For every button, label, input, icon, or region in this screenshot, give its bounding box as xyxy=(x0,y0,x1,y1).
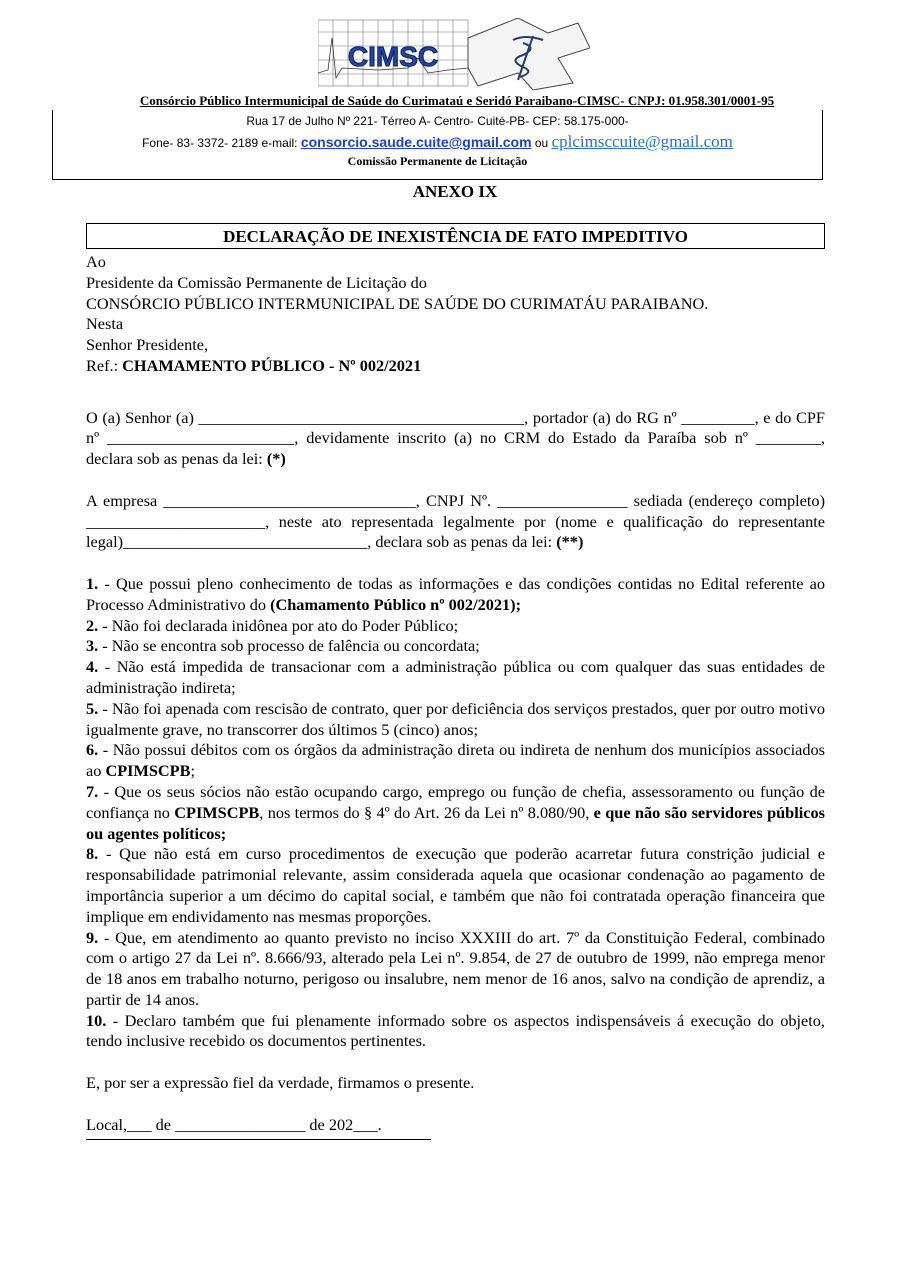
addressee-line: CONSÓRCIO PÚBLICO INTERMUNICIPAL DE SAÚDE DO CURIMATÁU PARAIBANO. xyxy=(86,293,709,313)
paragraph-text: O (a) Senhor (a) ________________________________________, portador (a) do RG nº _________, e do CPF nº _______________________, devidamente inscrito (a) no CRM do Estado da Paraíba sob nº ________, declara sob as penas da lei: xyxy=(86,407,825,469)
item-text: - Não foi apenada com rescisão de contrato, quer por deficiência dos serviços prestados, quer por outro motivo igualmente grave, no transcorrer dos últimos 5 (cinco) anos; xyxy=(86,698,825,739)
declaration-item xyxy=(86,636,825,657)
addressee-line: Presidente da Comissão Permanente de Licitação do xyxy=(86,272,427,292)
declaration-item xyxy=(86,928,825,1011)
item-text: - Que os seus sócios não estão ocupando cargo, emprego ou função de chefia, assessoramento ou função de confiança no xyxy=(86,781,825,822)
item-number: 6. xyxy=(86,740,99,760)
item-number: 10. xyxy=(86,1010,107,1030)
item-text: (Chamamento Público nº 002/2021); xyxy=(270,594,522,614)
organization-line: Consórcio Público Intermunicipal de Saúde do Curimataú e Seridó Paraibano-CIMSC- CNPJ: 01.958.301/0001-95 xyxy=(139,93,775,108)
document-body xyxy=(86,252,825,1140)
item-number: 3. xyxy=(86,636,99,656)
header-contact-box xyxy=(52,110,823,180)
commission-name: Comissão Permanente de Licitação xyxy=(347,154,528,168)
item-number: 4. xyxy=(86,657,99,677)
declarant-paragraph xyxy=(86,408,825,470)
declaration-items xyxy=(86,574,825,1052)
declaration-item xyxy=(86,782,825,844)
item-text: - Não está impedida de transacionar com a administração pública ou com qualquer das suas entidades de administração indireta; xyxy=(86,657,825,697)
ref-value: CHAMAMENTO PÚBLICO - Nº 002/2021 xyxy=(122,355,422,375)
item-text: - Que possui pleno conhecimento de todas as informações e das condições contidas no Edital referente ao Processo Administrativo do xyxy=(86,573,825,614)
paragraph-text: A empresa _______________________________, CNPJ Nº. ________________ sediada (endereço completo) ______________________, neste ato representada legalmente por (nome e qualificação do representante legal)______________________________, declara sob as penas da lei: xyxy=(86,490,825,552)
local-date-line: Local,___ de ________________ de 202___. xyxy=(86,1114,382,1134)
item-number: 8. xyxy=(86,844,99,864)
footnote-mark: (**) xyxy=(556,532,584,552)
item-text: - Não foi declarada inidônea por ato do Poder Público; xyxy=(98,615,459,635)
item-text: - Declaro também que fui plenamente informado sobre os aspectos indispensáveis á execução do objeto, tendo inclusive recebido os documentos pertinentes. xyxy=(86,1010,825,1051)
item-text: - Que, em atendimento ao quanto previsto no inciso XXXIII do art. 7º da Constituição Federal, combinado com o artigo 27 da Lei nº. 8.666/93, alterado pela Lei nº. 9.854, de 27 de outubro de 1999, não emprega menor de 18 anos em trabalho noturno, perigoso ou insalubre, nem menor de 16 anos, salvo na condição de aprendiz, a partir de 14 anos. xyxy=(86,927,825,1009)
item-text: CPIMSCPB xyxy=(105,761,191,781)
address: Rua 17 de Julho Nº 221- Térreo A- Centro- Cuité-PB- CEP: 58.175-000- xyxy=(246,114,629,128)
contact-line xyxy=(53,132,822,152)
item-number: 5. xyxy=(86,698,99,718)
signature-line[interactable] xyxy=(86,1135,431,1140)
item-number: 7. xyxy=(86,781,99,801)
company-paragraph xyxy=(86,491,825,553)
item-text: ; xyxy=(190,761,195,781)
item-text: CPIMSCPB xyxy=(174,802,260,822)
item-text: - Não possui débitos com os órgãos da administração direta ou indireta de nenhum dos municípios associados ao xyxy=(86,740,825,781)
item-text: e que não são servidores públicos ou agentes políticos; xyxy=(86,802,825,843)
item-text: , nos termos do § 4º do Art. 26 da Lei nº 8.080/90, xyxy=(259,802,594,822)
declaration-title: DECLARAÇÃO DE INEXISTÊNCIA DE FATO IMPEDITIVO xyxy=(86,223,825,249)
declaration-item xyxy=(86,616,825,637)
reference xyxy=(86,356,825,377)
item-number: 1. xyxy=(86,573,99,593)
addressee-line: Ao xyxy=(86,252,106,271)
email-link-2[interactable]: cplcimsccuite@gmail.com xyxy=(551,132,733,151)
declaration-item xyxy=(86,740,825,782)
item-text: - Não se encontra sob processo de falência ou concordata; xyxy=(98,636,480,656)
cimsc-logo xyxy=(318,18,590,90)
salutation: Senhor Presidente, xyxy=(86,335,209,355)
svg-text:CIMSC: CIMSC xyxy=(347,41,439,72)
declaration-item xyxy=(86,699,825,741)
declaration-item xyxy=(86,657,825,699)
declaration-item xyxy=(86,574,825,616)
item-number: 2. xyxy=(86,615,99,635)
item-text: - Que não está em curso procedimentos de execução que poderão acarretar futura constrição judicial e responsabilidade patrimonial relevante, assim considerada aquela que ocasionar condenação ao pagamento de importância superior a um décimo do capital social, e também que não foi contratada operação financeira que implique em endividamento nas mesmas proporções. xyxy=(86,844,825,926)
item-number: 9. xyxy=(86,927,99,947)
email-link-1[interactable]: consorcio.saude.cuite@gmail.com xyxy=(300,134,532,150)
addressee-line: Nesta xyxy=(86,314,124,334)
phone: Fone- 83- 3372- 2189 e-mail: xyxy=(142,136,301,150)
declaration-item xyxy=(86,1011,825,1053)
ref-label: Ref.: xyxy=(86,355,123,375)
or-text: ou xyxy=(531,136,552,150)
annex-title: ANEXO IX xyxy=(412,182,498,201)
footnote-mark: (*) xyxy=(266,449,286,469)
declaration-item xyxy=(86,844,825,927)
closing-statement: E, por ser a expressão fiel da verdade, firmamos o presente. xyxy=(86,1073,475,1093)
